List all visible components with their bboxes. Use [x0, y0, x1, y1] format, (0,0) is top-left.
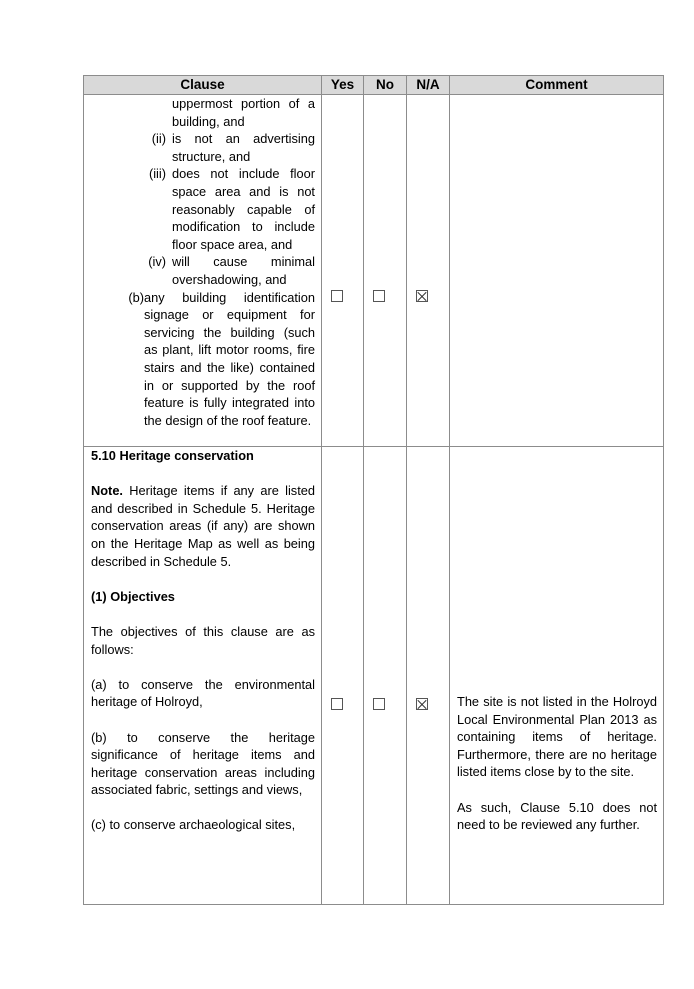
list-item-number: (ii)	[151, 131, 166, 147]
yes-cell	[322, 95, 364, 447]
objective-item-a: (a) to conserve the environmental heritage of Holroyd,	[91, 676, 315, 710]
table-row	[84, 95, 664, 447]
list-item-number: (iv)	[148, 254, 166, 270]
comment-paragraph: The site is not listed in the Holroyd Local Environmental Plan 2013 as containing items of heritage. Furthermore, there are no heritage listed items close by to the site.	[457, 694, 657, 780]
clause-heading: 5.10 Heritage conservation	[91, 448, 254, 463]
na-cell	[407, 95, 450, 447]
list-item	[91, 130, 315, 165]
list-item	[91, 253, 315, 288]
yes-cell	[322, 447, 364, 905]
yes-checkbox[interactable]	[331, 290, 343, 302]
objective-item-b: (b) to conserve the heritage significance of heritage items and heritage conservation areas including associated fabric, settings and views,	[91, 729, 315, 798]
clause-cell	[84, 95, 322, 447]
no-checkbox[interactable]	[373, 698, 385, 710]
header-na: N/A	[407, 76, 450, 95]
list-item	[91, 289, 315, 430]
table-row	[84, 447, 664, 905]
header-yes: Yes	[322, 76, 364, 95]
yes-checkbox[interactable]	[331, 698, 343, 710]
comment-cell	[450, 447, 664, 905]
na-checkbox-checked[interactable]	[416, 290, 428, 302]
continued-text: uppermost portion of a building, and	[172, 96, 315, 129]
list-item-text: does not include floor space area and is not reasonably capable of modification to include floor space area, and	[172, 166, 315, 252]
na-cell	[407, 447, 450, 905]
note-text: Heritage items if any are listed and described in Schedule 5. Heritage conservation areas (if any) are shown on the Heritage Map as well as being described in Schedule 5.	[91, 483, 315, 569]
objectives-heading: (1) Objectives	[91, 588, 175, 604]
objectives-intro: The objectives of this clause are as follows:	[91, 623, 315, 657]
header-clause: Clause	[84, 76, 322, 95]
comment-cell	[450, 95, 664, 447]
header-no: No	[364, 76, 407, 95]
clause-compliance-table	[83, 75, 664, 905]
na-checkbox-checked[interactable]	[416, 698, 428, 710]
list-item-number: (b)	[128, 289, 144, 305]
list-item	[91, 165, 315, 253]
header-comment: Comment	[450, 76, 664, 95]
no-cell	[364, 95, 407, 447]
no-cell	[364, 447, 407, 905]
list-item-number: (iii)	[148, 166, 166, 182]
note-label: Note.	[91, 483, 123, 499]
list-item-text: will cause minimal overshadowing, and	[172, 254, 315, 287]
list-item-text: any building identification signage or equipment for servicing the building (such as plant, lift motor rooms, fire stairs and the like) contained in or supported by the roof feature is fully integrated into the design of the roof feature.	[144, 289, 315, 428]
note-paragraph	[91, 482, 315, 570]
list-item-text: is not an advertising structure, and	[172, 131, 315, 164]
objective-item-c: (c) to conserve archaeological sites,	[91, 817, 296, 833]
no-checkbox[interactable]	[373, 290, 385, 302]
comment-paragraph: As such, Clause 5.10 does not need to be reviewed any further.	[457, 799, 657, 833]
clause-cell	[84, 447, 322, 905]
table-header-row	[84, 76, 664, 95]
